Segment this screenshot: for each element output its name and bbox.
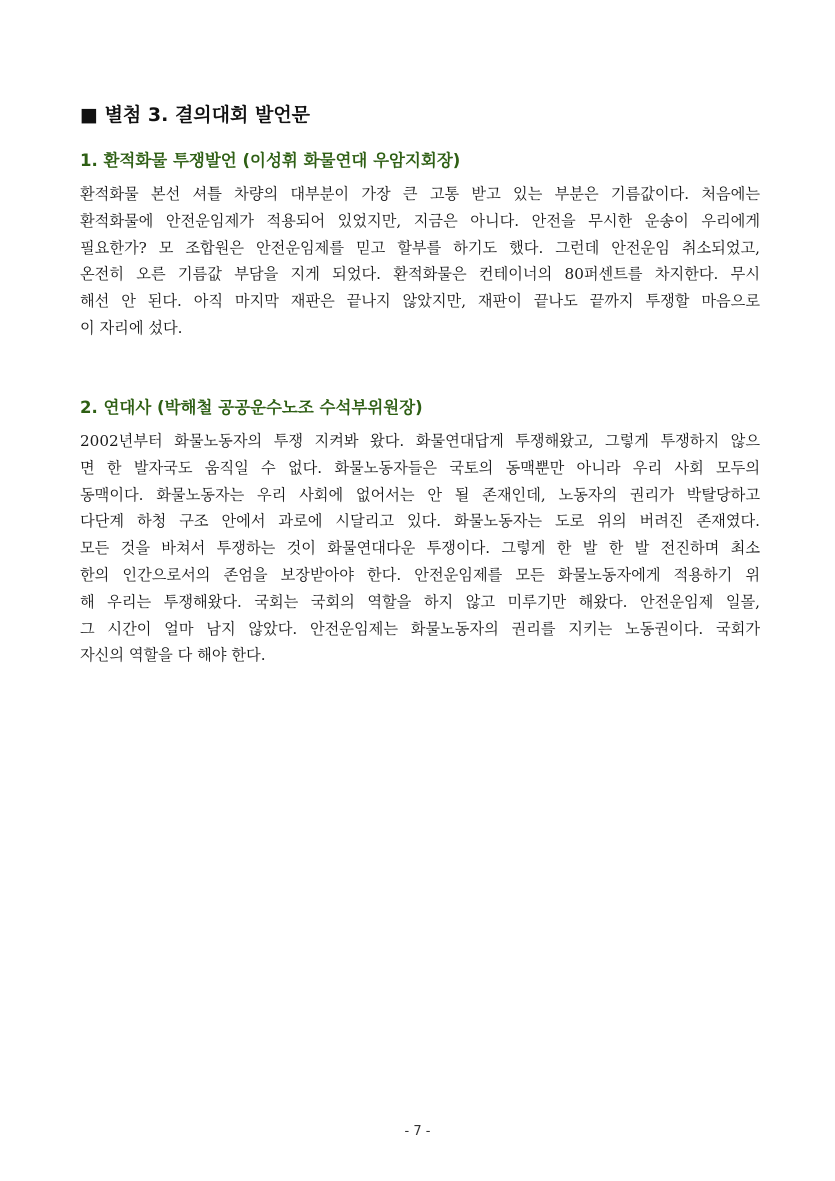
paragraph-line: 이 자리에 섰다. bbox=[80, 318, 183, 337]
page-number: - 7 - bbox=[404, 1124, 431, 1139]
paragraph-line: 면 한 발자국도 움직일 수 없다. 화물노동자들은 국토의 동맥뿐만 아니라 우리 사회 모두의 bbox=[80, 458, 760, 477]
paragraph-line: 해 우리는 투쟁해왔다. 국회는 국회의 역할을 하지 않고 미루기만 해왔다. 안전운임제 일몰, bbox=[80, 592, 760, 611]
section-heading-2: 2. 연대사 (박해철 공공운수노조 수석부위원장) bbox=[80, 398, 423, 417]
paragraph-line: 해선 안 된다. 아직 마지막 재판은 끝나지 않았지만, 재판이 끝나도 끝까지 투쟁할 마음으로 bbox=[80, 292, 760, 311]
section-1-paragraph bbox=[80, 181, 760, 342]
paragraph-line: 필요한가? 모 조합원은 안전운임제를 믿고 할부를 하기도 했다. 그런데 안전운임 취소되었고, bbox=[80, 238, 760, 257]
section-heading-1: 1. 환적화물 투쟁발언 (이성휘 화물연대 우암지회장) bbox=[80, 151, 461, 170]
paragraph-line: 환적화물 본선 셔틀 차량의 대부분이 가장 큰 고통 받고 있는 부분은 기름값이다. 처음에는 bbox=[80, 185, 760, 203]
paragraph-line: 동맥이다. 화물노동자는 우리 사회에 없어서는 안 될 존재인데, 노동자의 권리가 박탈당하고 bbox=[80, 485, 760, 504]
paragraph-line: 한의 인간으로서의 존엄을 보장받아야 한다. 안전운임제를 모든 화물노동자에게 적용하기 위 bbox=[80, 565, 760, 584]
paragraph-line: 2002년부터 화물노동자의 투쟁 지켜봐 왔다. 화물연대답게 투쟁해왔고, 그렇게 투쟁하지 않으 bbox=[80, 432, 760, 450]
paragraph-line: 환적화물에 안전운임제가 적용되어 있었지만, 지금은 아니다. 안전을 무시한 운송이 우리에게 bbox=[80, 211, 760, 230]
paragraph-line: 온전히 오른 기름값 부담을 지게 되었다. 환적화물은 컨테이너의 80퍼센트를 차지한다. 무시 bbox=[80, 265, 760, 284]
page-title: ■ 별첨 3. 결의대회 발언문 bbox=[80, 104, 311, 126]
paragraph-line: 그 시간이 얼마 남지 않았다. 안전운임제는 화물노동자의 권리를 지키는 노동권이다. 국회가 bbox=[80, 619, 760, 638]
paragraph-line: 자신의 역할을 다 해야 한다. bbox=[80, 646, 266, 665]
paragraph-line: 모든 것을 바쳐서 투쟁하는 것이 화물연대다운 투쟁이다. 그렇게 한 발 한 발 전진하며 최소 bbox=[80, 539, 760, 558]
section-2-paragraph bbox=[80, 428, 760, 669]
paragraph-line: 다단계 하청 구조 안에서 과로에 시달리고 있다. 화물노동자는 도로 위의 버려진 존재였다. bbox=[80, 512, 760, 531]
